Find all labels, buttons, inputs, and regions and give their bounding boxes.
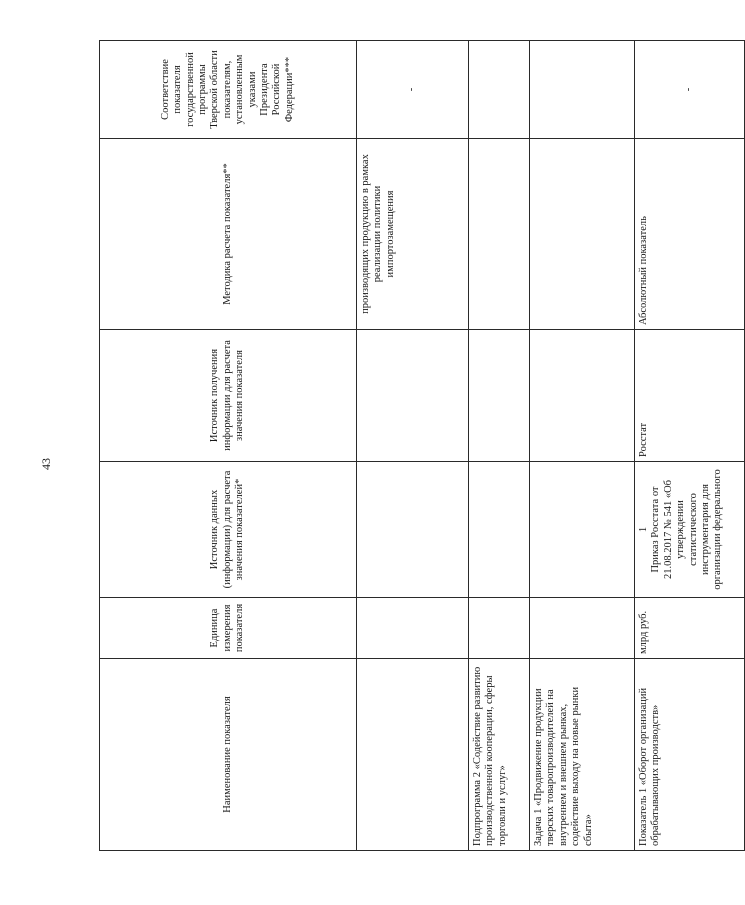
cell-data-source-number: 1 bbox=[638, 526, 649, 533]
table-row bbox=[357, 41, 469, 851]
page-number: 43 bbox=[39, 458, 53, 470]
header-unit: Единица измерения показателя bbox=[100, 598, 357, 659]
indicators-table-sheet bbox=[99, 41, 724, 851]
cell-unit: млрд руб. bbox=[635, 598, 745, 659]
cell-method bbox=[469, 139, 530, 330]
cell-name bbox=[357, 659, 469, 851]
cell-compliance bbox=[530, 41, 635, 139]
cell-name: Показатель 1 «Оборот организаций обрабатывающих производств» bbox=[635, 659, 745, 851]
table-row bbox=[530, 41, 635, 851]
header-info-source: Источник получения информации для расчета значения показателя bbox=[100, 330, 357, 462]
cell-name: Задача 1 «Продвижение продукции тверских товаропроизводителей на внутреннем и внешнем рынках, содействие выходу на новые рынки сбыта» bbox=[530, 659, 635, 851]
cell-compliance: - bbox=[635, 41, 745, 139]
table-row bbox=[635, 41, 745, 851]
cell-info-source bbox=[469, 330, 530, 462]
header-compliance: Соответствие показателя государственной программы Тверской области показателям, установленным указами Президента Российской Федерации*** bbox=[100, 41, 357, 139]
cell-method: Абсолютный показатель bbox=[635, 139, 745, 330]
cell-info-source bbox=[530, 330, 635, 462]
rotated-table-frame bbox=[99, 41, 724, 851]
cell-compliance bbox=[469, 41, 530, 139]
cell-info-source: Росстат bbox=[635, 330, 745, 462]
header-indicator-name: Наименование показателя bbox=[100, 659, 357, 851]
cell-unit bbox=[357, 598, 469, 659]
cell-data-source bbox=[357, 462, 469, 598]
indicators-table bbox=[99, 40, 745, 851]
header-data-source: Источник данных (информации) для расчета значения показателей* bbox=[100, 462, 357, 598]
cell-unit bbox=[530, 598, 635, 659]
cell-data-source bbox=[635, 462, 745, 598]
table-row bbox=[469, 41, 530, 851]
table-header-row bbox=[100, 41, 357, 851]
cell-data-source bbox=[469, 462, 530, 598]
cell-data-source bbox=[530, 462, 635, 598]
cell-data-source-text: Приказ Росстата от 21.08.2017 № 541 «Об утверждении статистического инструментария для организации федерального bbox=[650, 469, 724, 590]
cell-method: производящих продукцию в рамках реализации политики импортозамещения bbox=[357, 139, 469, 330]
cell-unit bbox=[469, 598, 530, 659]
cell-name: Подпрограмма 2 «Содействие развитию производственной кооперации, сферы торговли и услуг» bbox=[469, 659, 530, 851]
cell-method bbox=[530, 139, 635, 330]
header-calculation-method: Методика расчета показателя** bbox=[100, 139, 357, 330]
cell-info-source bbox=[357, 330, 469, 462]
cell-compliance: - bbox=[357, 41, 469, 139]
